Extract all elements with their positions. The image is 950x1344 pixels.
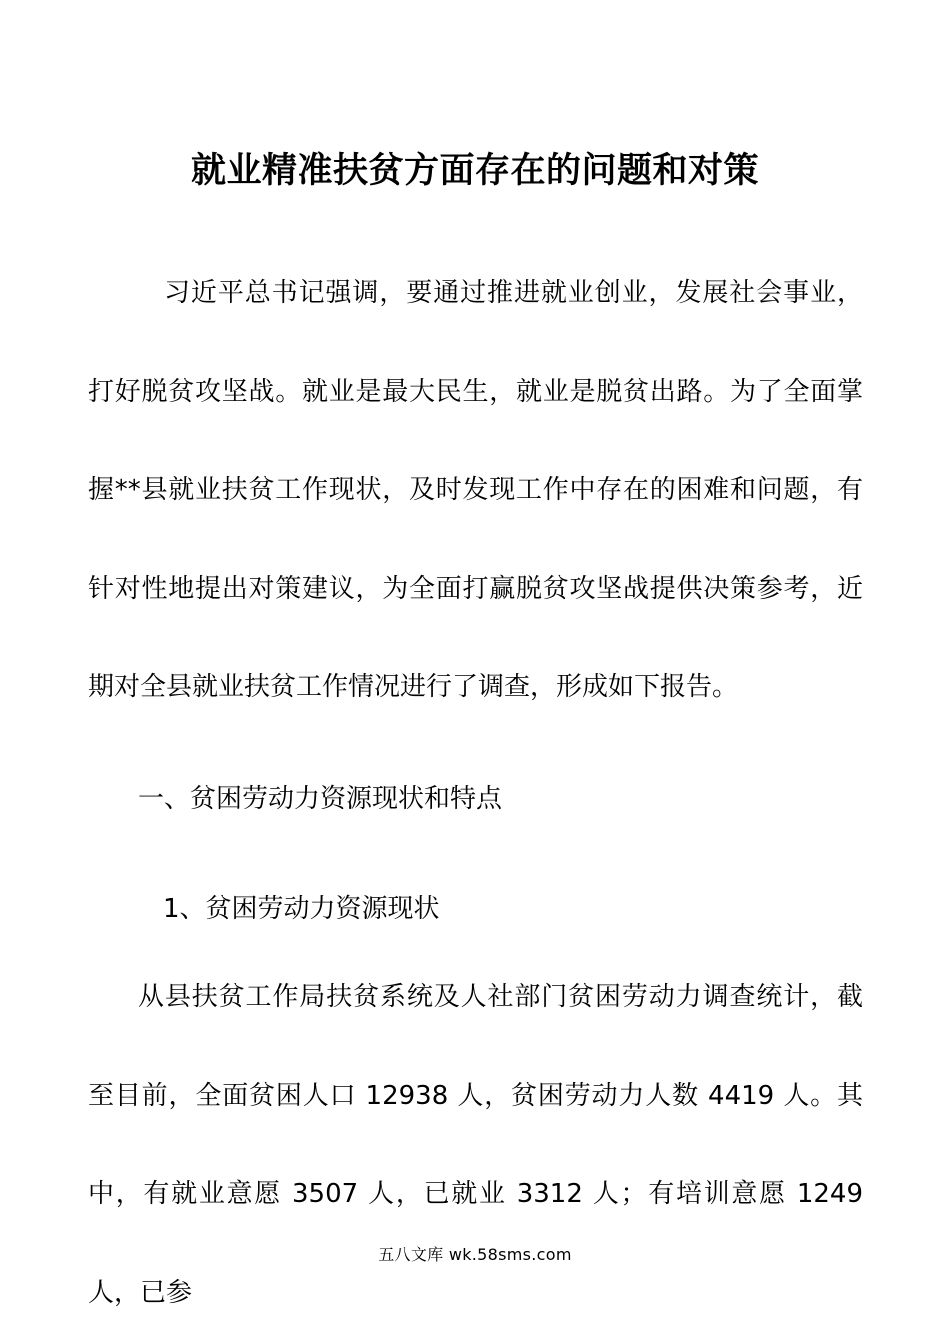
subsection-heading: 1、贫困劳动力资源现状: [163, 894, 440, 924]
body-paragraph: 从县扶贫工作局扶贫系统及人社部门贫困劳动力调查统计，截至目前，全面贫困人口 12938 人，贫困劳动力人数 4419 人。其中，有就业意愿 3507 人，已就业 3312 人；有培训意愿 1249 人，已参: [88, 982, 863, 1308]
section-heading: 一、贫困劳动力资源现状和特点: [138, 784, 503, 814]
document-title: 就业精准扶贫方面存在的问题和对策: [190, 151, 759, 191]
footer-watermark: 五八文库 wk.58sms.com: [378, 1245, 572, 1264]
intro-paragraph: 习近平总书记强调，要通过推进就业创业，发展社会事业，打好脱贫攻坚战。就业是最大民生，就业是脱贫出路。为了全面掌握**县就业扶贫工作现状，及时发现工作中存在的困难和问题，有针对性地提出对策建议，为全面打赢脱贫攻坚战提供决策参考，近期对全县就业扶贫工作情况进行了调查，形成如下报告。: [88, 278, 863, 702]
